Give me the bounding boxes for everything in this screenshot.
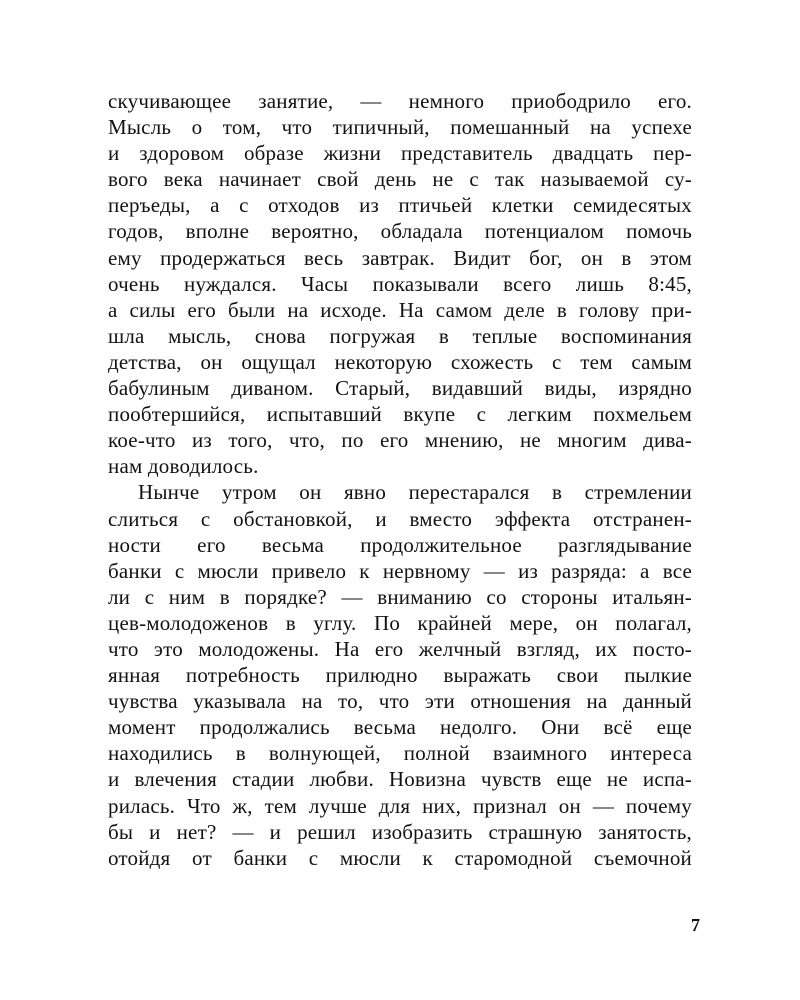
text-line: ли с ним в порядке? — вниманию со стороны итальян-: [108, 584, 692, 609]
text-line: находились в волнующей, полной взаимного интереса: [108, 741, 692, 766]
text-line: Мысль о том, что типичный, помешанный на успехе: [108, 115, 692, 140]
text-line: ему продержаться весь завтрак. Видит бог, он в этом: [108, 245, 692, 270]
text-line: момент продолжались весьма недолго. Они всё еще: [108, 715, 692, 740]
text-line: перъеды, а с отходов из птичьей клетки семидесятых: [108, 193, 692, 218]
text-line: годов, вполне вероятно, обладала потенциалом помочь: [108, 219, 692, 244]
text-line: очень нуждался. Часы показывали всего лишь 8:45,: [108, 271, 692, 296]
text-line: и влечения стадии любви. Новизна чувств еще не испа-: [108, 767, 692, 792]
text-block: [108, 88, 692, 871]
text-line: банки с мюсли привело к нервному — из разряда: а все: [108, 558, 692, 583]
text-line: скучивающее занятие, — немного приободрило его.: [108, 89, 692, 113]
text-line: вого века начинает свой день не с так называемой су-: [108, 167, 692, 192]
text-line: отойдя от банки с мюсли к старомодной съемочной: [108, 845, 692, 870]
text-line: пообтершийся, испытавший вкупе с легким похмельем: [108, 402, 692, 427]
text-line: детства, он ощущал некоторую схожесть с тем самым: [108, 349, 692, 374]
text-line: шла мысль, снова погружая в теплые воспоминания: [108, 323, 692, 348]
text-line: бабулиным диваном. Старый, видавший виды, изрядно: [108, 376, 692, 401]
page-number: 7: [691, 915, 700, 935]
text-line: что это молодожены. На его желчный взгляд, их посто-: [108, 636, 692, 661]
text-line: чувства указывала на то, что эти отношения на данный: [108, 689, 692, 714]
text-line: бы и нет? — и решил изобразить страшную занятость,: [108, 819, 692, 844]
text-line: и здоровом образе жизни представитель двадцать пер-: [108, 141, 692, 166]
text-line: Нынче утром он явно перестарался в стремлении: [138, 480, 692, 505]
text-line: ности его весьма продолжительное разглядывание: [108, 532, 692, 557]
text-line: кое-что из того, что, по его мнению, не многим дива-: [108, 428, 692, 453]
text-line: нам доводилось.: [108, 454, 259, 479]
text-line: рилась. Что ж, тем лучше для них, признал он — почему: [108, 793, 692, 818]
text-line: янная потребность прилюдно выражать свои пылкие: [108, 663, 692, 688]
text-line: а силы его были на исходе. На самом деле в голову при-: [108, 297, 692, 322]
text-line: слиться с обстановкой, и вместо эффекта отстранен-: [108, 506, 692, 531]
text-line: цев-молодоженов в углу. По крайней мере, он полагал,: [108, 610, 692, 635]
